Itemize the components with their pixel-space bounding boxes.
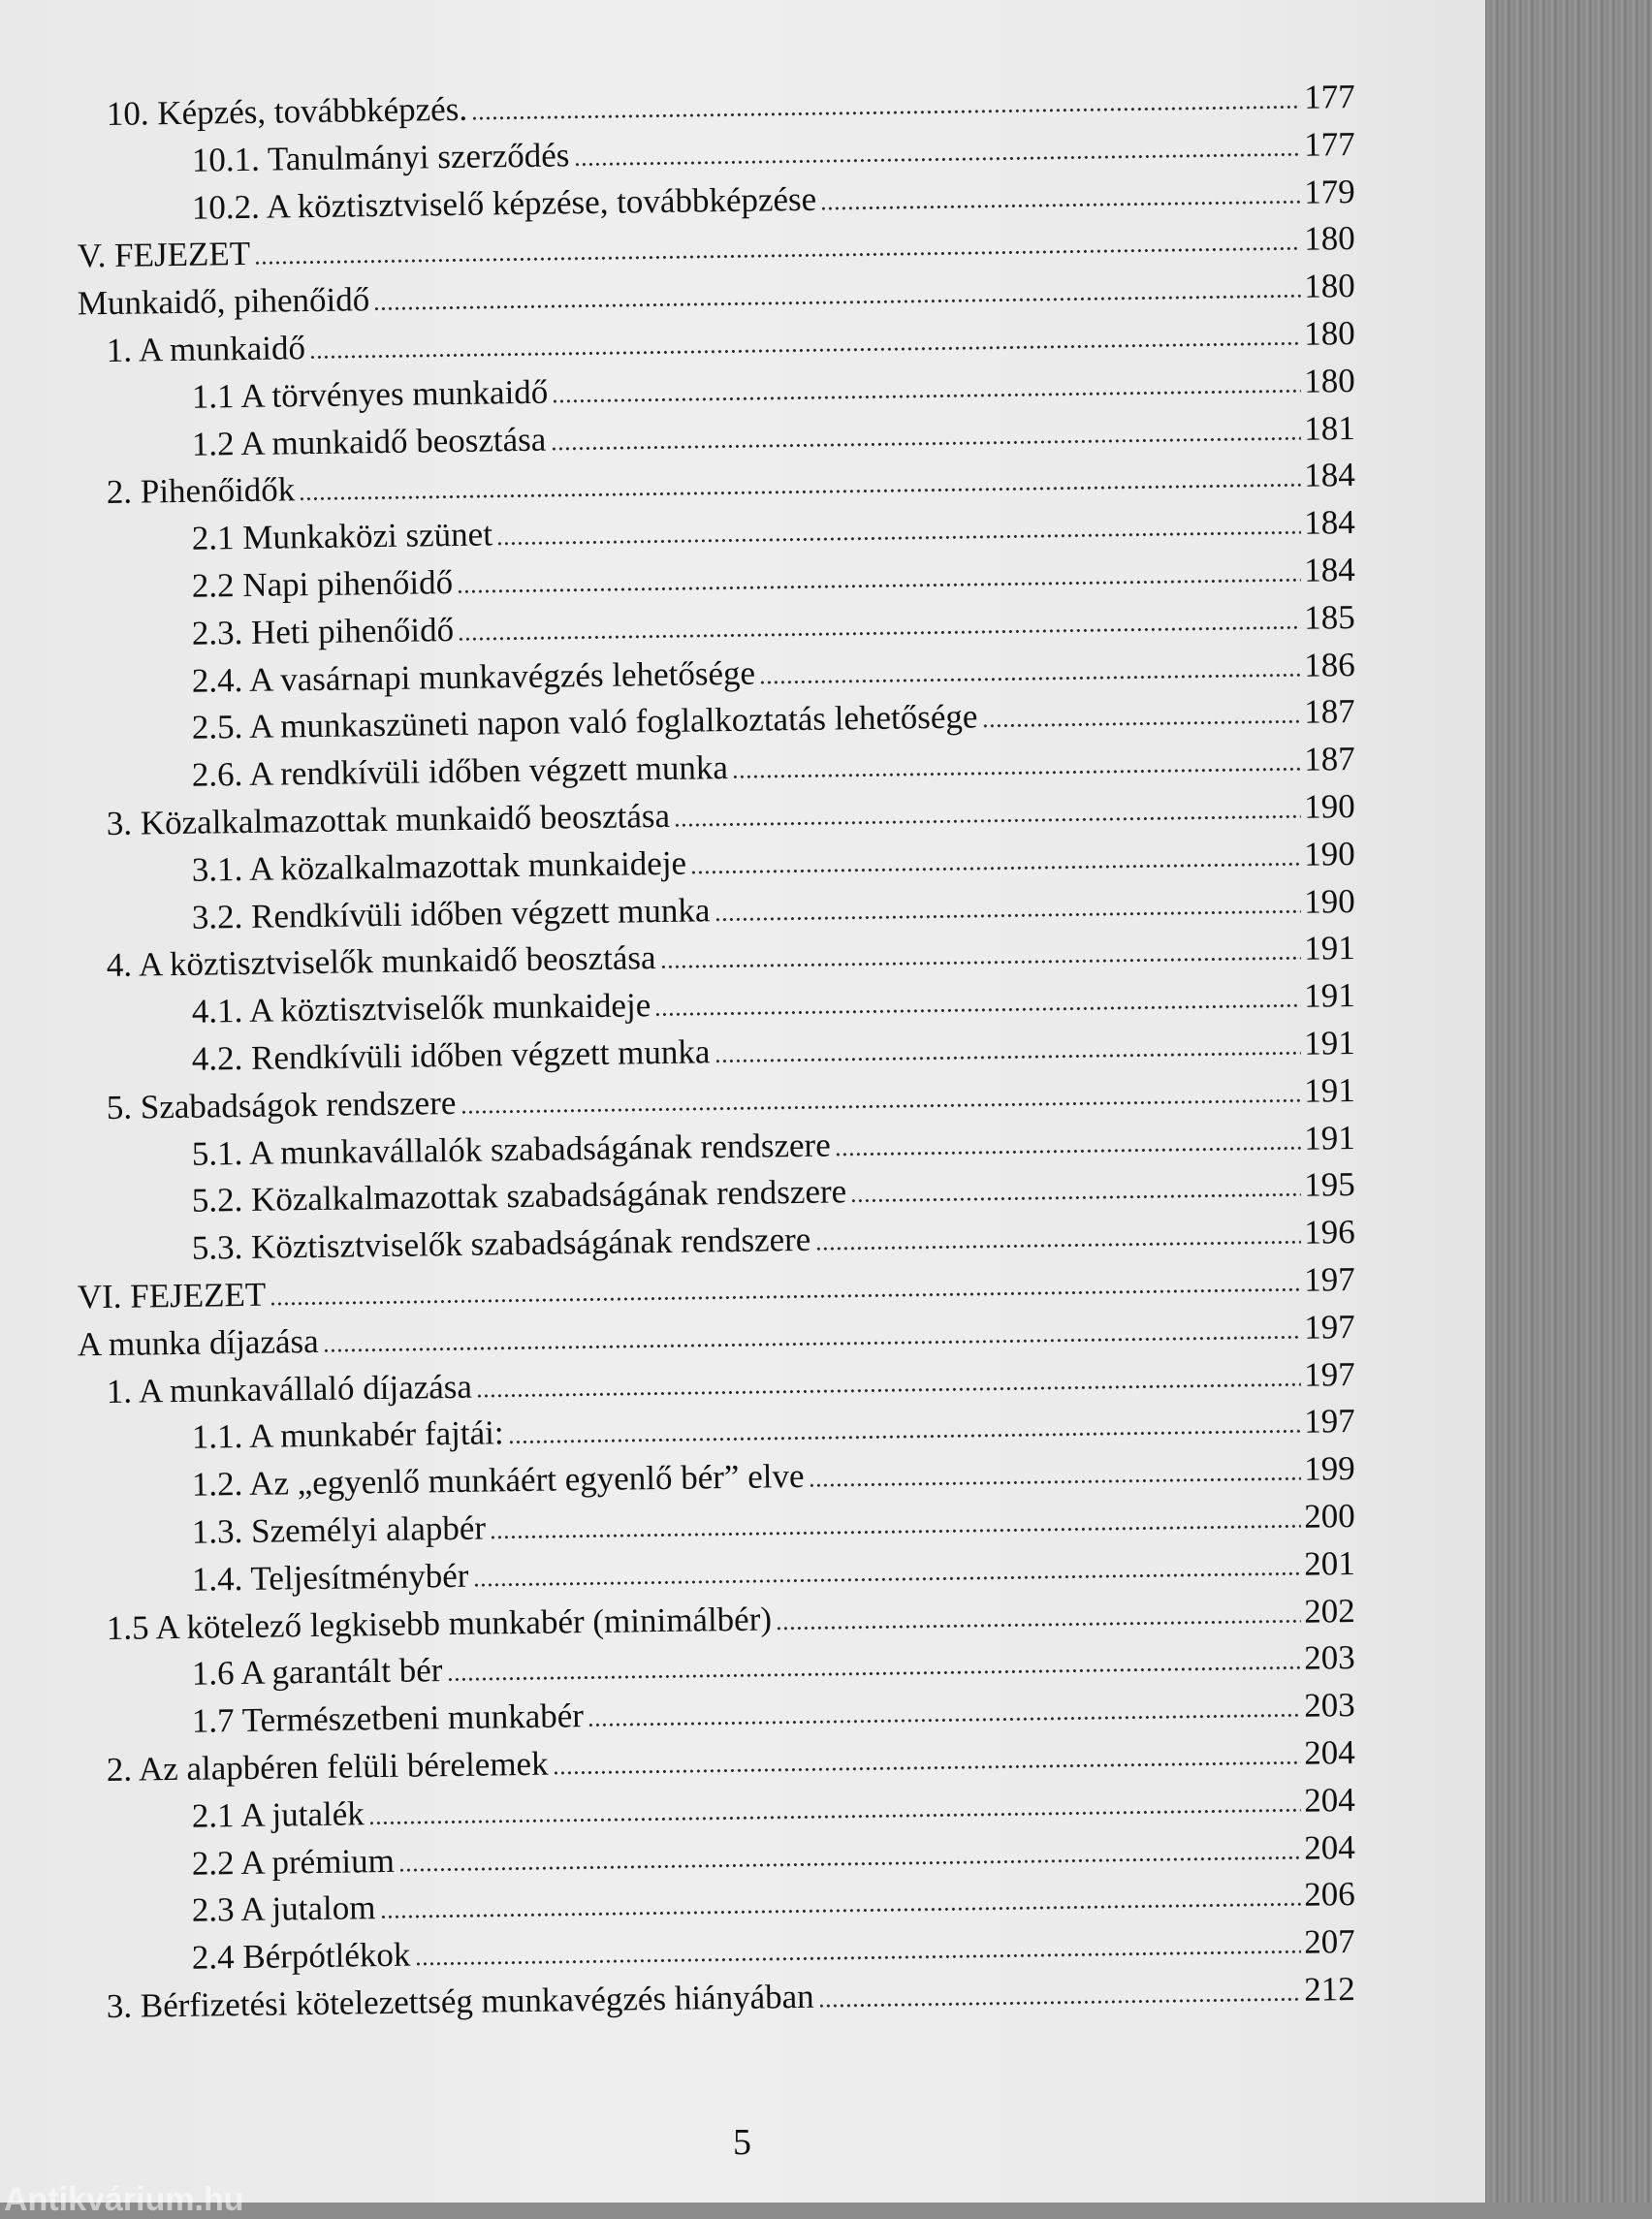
toc-entry-page: 203: [1303, 1686, 1355, 1725]
toc-entry-page: 195: [1303, 1165, 1355, 1205]
toc-entry-title: 1.1 A törvényes munkaidő: [191, 372, 549, 416]
toc-entry-title: 5.3. Köztisztviselők szabadságának rendszere: [191, 1220, 811, 1267]
dot-leader: [820, 200, 1300, 209]
dot-leader: [414, 1950, 1300, 1966]
toc-entry-page: 191: [1303, 929, 1355, 968]
toc-entry-title: 5. Szabadságok rendszere: [106, 1083, 457, 1126]
toc-entry-title: 1.2 A munkaidő beosztása: [191, 420, 547, 463]
toc-entry-title: Munkaidő, pihenőidő: [77, 280, 370, 323]
toc-entry-title: 1.5 A kötelező legkisebb munkabér (minimálbér): [106, 1599, 773, 1647]
toc-entry-title: 5.1. A munkavállalók szabadságának rendszere: [191, 1125, 831, 1173]
toc-entry-title: 3. Közalkalmazottak munkaidő beosztása: [106, 796, 671, 842]
toc-entry-title: 4.1. A köztisztviselők munkaideje: [191, 986, 651, 1030]
toc-entry-page: 184: [1303, 456, 1355, 495]
toc-entry-title: 4. A köztisztviselők munkaidő beosztása: [106, 938, 656, 985]
toc-entry-title: 1.7 Természetbeni munkabér: [191, 1696, 585, 1740]
toc-entry-page: 184: [1303, 503, 1355, 542]
toc-entry-page: 197: [1303, 1260, 1355, 1299]
toc-entry-title: V. FEJEZET: [77, 235, 251, 275]
dot-leader: [550, 436, 1300, 450]
toc-entry-title: 2.1 Munkaközi szünet: [191, 515, 493, 557]
toc-entry-title: 3. Bérfizetési kötelezettség munkavégzés hiányában: [106, 1977, 814, 2025]
toc-entry-page: 212: [1303, 1970, 1355, 2009]
toc-entry-title: 1.2. Az „egyenlő munkáért egyenlő bér” elve: [191, 1457, 805, 1504]
dot-leader: [732, 768, 1300, 778]
toc-entry-page: 206: [1303, 1875, 1355, 1915]
watermark: Antikvárium.hu: [4, 2181, 244, 2218]
toc-entry-title: 3.1. A közalkalmazottak munkaideje: [191, 843, 687, 889]
toc-entry-page: 185: [1303, 597, 1355, 637]
dot-leader: [981, 720, 1300, 728]
toc-entry-page: 187: [1303, 692, 1355, 732]
toc-entry-title: 3.2. Rendkívüli időben végzett munka: [191, 890, 711, 936]
dot-leader: [809, 1477, 1301, 1487]
toc-entry-title: 2. Pihenőidők: [106, 470, 296, 512]
toc-entry-title: 5.2. Közalkalmazottak szabadságának rendszere: [191, 1172, 847, 1220]
toc-entry-page: 180: [1303, 267, 1355, 305]
toc-entry-title: 2.6. A rendkívüli időben végzett munka: [191, 748, 729, 794]
dot-leader: [776, 1619, 1300, 1630]
toc-entry-page: 186: [1303, 645, 1355, 684]
dot-leader: [660, 957, 1301, 968]
toc-entry-title: 10.2. A köztisztviselő képzése, továbbképzése: [191, 179, 817, 227]
dot-leader: [473, 1572, 1301, 1587]
toc-entry-page: 197: [1303, 1402, 1355, 1442]
toc-entry-page: 196: [1303, 1213, 1355, 1252]
toc-entry-page: 200: [1303, 1497, 1355, 1536]
toc-entry-page: 207: [1303, 1922, 1355, 1961]
toc-entry-title: VI. FEJEZET: [77, 1275, 267, 1316]
toc-entry-page: 191: [1303, 1070, 1355, 1110]
dot-leader: [490, 1525, 1300, 1539]
dot-leader: [715, 909, 1301, 920]
toc-entry-page: 204: [1303, 1780, 1355, 1820]
toc-entry-page: 197: [1303, 1307, 1355, 1347]
toc-entry-title: A munka díjazása: [77, 1321, 319, 1364]
toc-entry-page: 191: [1303, 1118, 1355, 1157]
dot-leader: [814, 1241, 1300, 1251]
toc-entry-title: 1. A munkavállaló díjazása: [106, 1367, 473, 1411]
dot-leader: [458, 626, 1300, 641]
toc-entry-title: 1.4. Teljesítménybér: [191, 1556, 469, 1599]
toc-entry-page: 199: [1303, 1449, 1355, 1488]
dot-leader: [496, 531, 1300, 546]
dot-leader: [471, 106, 1300, 120]
toc-entry-title: 2. Az alapbéren felüli bérelemek: [106, 1744, 549, 1789]
toc-entry-page: 177: [1303, 124, 1355, 164]
dot-leader: [654, 1004, 1300, 1016]
dot-leader: [574, 153, 1301, 166]
dot-leader: [818, 1998, 1301, 2008]
toc-entry-page: 197: [1303, 1354, 1355, 1394]
toc-entry-page: 187: [1303, 740, 1355, 778]
toc-entry-page: 191: [1303, 976, 1355, 1015]
toc-entry-page: 180: [1303, 219, 1355, 259]
toc-entry-page: 203: [1303, 1638, 1355, 1678]
dot-leader: [835, 1146, 1301, 1156]
dot-leader: [476, 1382, 1300, 1397]
toc-entry-title: 2.2 A prémium: [191, 1841, 396, 1883]
dot-leader: [552, 390, 1300, 403]
toc-entry-page: 190: [1303, 881, 1355, 921]
toc-entry-title: 4.2. Rendkívüli időben végzett munka: [191, 1032, 711, 1078]
toc-entry-title: 1. A munkaidő: [106, 329, 306, 369]
toc-entry-title: 2.3. Heti pihenőidő: [191, 610, 455, 652]
toc-entry-title: 2.3 A jutalom: [191, 1888, 376, 1930]
toc-entry-page: 190: [1303, 787, 1355, 826]
toc-entry-title: 2.4. A vasárnapi munkavégzés lehetősége: [191, 653, 756, 700]
toc-entry-page: 180: [1303, 361, 1355, 400]
dot-leader: [588, 1714, 1300, 1727]
toc-entry-title: 2.5. A munkaszüneti napon való foglalkoztatás lehetősége: [191, 697, 978, 747]
dot-leader: [850, 1193, 1300, 1202]
dot-leader: [368, 1809, 1301, 1824]
toc-entry-title: 1.1. A munkabér fajtái:: [191, 1413, 504, 1457]
book-spine-background: [1485, 0, 1652, 2203]
toc-entry-title: 2.2 Napi pihenőidő: [191, 562, 454, 605]
toc-entry-page: 204: [1303, 1733, 1355, 1772]
toc-entry-page: 191: [1303, 1024, 1355, 1062]
dot-leader: [553, 1761, 1301, 1775]
dot-leader: [674, 815, 1300, 827]
page-number: 5: [733, 2122, 751, 2163]
dot-leader: [460, 1099, 1300, 1114]
toc-entry-page: 180: [1303, 314, 1355, 353]
toc-entry-title: 10.1. Tanulmányi szerződés: [191, 136, 570, 179]
toc-entry-page: 184: [1303, 551, 1355, 589]
dot-leader: [690, 863, 1300, 874]
dot-leader: [446, 1666, 1300, 1681]
toc-entry-page: 181: [1303, 408, 1355, 448]
dot-leader: [759, 673, 1300, 683]
dot-leader: [715, 1052, 1301, 1062]
toc-entry-title: 1.3. Személyi alapbér: [191, 1508, 487, 1551]
toc-entry-title: 1.6 A garantált bér: [191, 1651, 443, 1694]
toc-entry-page: 201: [1303, 1543, 1355, 1583]
toc-entry-page: 179: [1303, 172, 1355, 211]
toc-entry-title: 2.4 Bérpótlékok: [191, 1935, 411, 1977]
toc-entry-page: 190: [1303, 834, 1355, 873]
toc-entry-page: 202: [1303, 1591, 1355, 1631]
toc-entry-page: 204: [1303, 1827, 1355, 1867]
dot-leader: [457, 579, 1300, 593]
toc-entry-page: 177: [1303, 78, 1355, 116]
dot-leader: [508, 1430, 1301, 1443]
toc-entry-title: 2.1 A jutalék: [191, 1794, 365, 1835]
toc-entry-title: 10. Képzés, továbbképzés.: [106, 89, 468, 133]
